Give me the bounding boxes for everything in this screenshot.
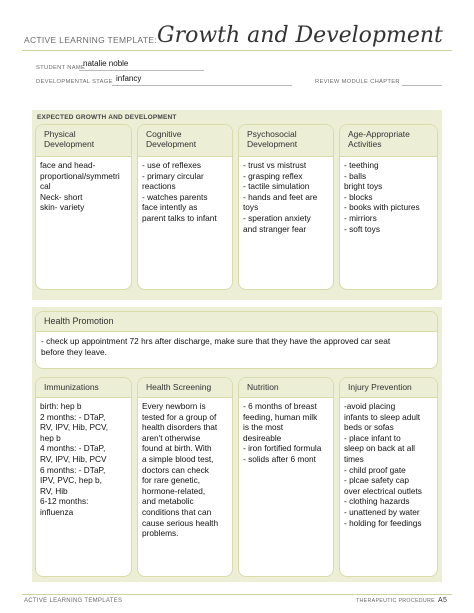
developmental-stage-line <box>112 85 292 86</box>
card-content: Every newborn is tested for a group of health disorders that aren't otherwise found at birth. With a simple blood test, doctors can check for rare genetic, hormone-related, and metabolic conditions that can cause serious health problems. <box>142 401 219 539</box>
cognitive-development-card <box>137 124 233 290</box>
psychosocial-development-card <box>238 124 334 290</box>
page-number: A5 <box>438 597 448 604</box>
card-title: Cognitive Development <box>138 125 232 157</box>
review-module-label: REVIEW MODULE CHAPTER <box>315 79 400 85</box>
student-name-label: STUDENT NAME <box>36 65 86 71</box>
developmental-stage-label: DEVELOPMENTAL STAGE <box>36 79 113 85</box>
card-title: Age-Appropriate Activities <box>340 125 437 157</box>
footer-rule <box>22 594 452 595</box>
injury-prevention-card <box>339 377 438 577</box>
physical-development-card <box>35 124 132 290</box>
student-name-line <box>79 70 204 71</box>
health-promotion-content: - check up appointment 72 hrs after discharge, make sure that they have the approved car seat before they leave. <box>41 336 391 357</box>
student-name-value: natalie noble <box>83 59 129 68</box>
card-content: - use of reflexes - primary circular reactions - watches parents face intently as parent talks to infant <box>142 160 217 223</box>
card-title: Psychosocial Development <box>239 125 333 157</box>
card-title: Injury Prevention <box>340 378 437 398</box>
card-content: - 6 months of breast feeding, human milk is the most desireable - iron fortified formula - solids after 6 mont <box>243 401 322 464</box>
review-module-line <box>402 85 442 86</box>
expected-growth-title: EXPECTED GROWTH AND DEVELOPMENT <box>37 114 177 121</box>
card-content: birth: hep b 2 months: - DTaP, RV, IPV, Hib, PCV, hep b 4 months: - DTaP, RV, IPV, Hib, PCV 6 months: - DTaP, IPV, PVC, hep b, RV, Hib 6-12 months: influenza <box>40 401 109 517</box>
age-appropriate-activities-card <box>339 124 438 290</box>
nutrition-card <box>238 377 334 577</box>
header-rule <box>22 50 452 51</box>
footer-left: ACTIVE LEARNING TEMPLATES <box>24 598 123 604</box>
card-title: Physical Development <box>36 125 131 157</box>
card-content: face and head- proportional/symmetri cal Neck- short skin- variety <box>40 160 120 213</box>
card-content: - teething - balls bright toys - blocks - books with pictures - mirriors - soft toys <box>344 160 420 234</box>
template-label: ACTIVE LEARNING TEMPLATE: <box>24 35 157 45</box>
card-title: Health Screening <box>138 378 232 398</box>
footer-right-label: THERAPEUTIC PROCEDURE <box>356 598 435 604</box>
page-title: Growth and Development <box>157 23 443 48</box>
developmental-stage-value: infancy <box>116 74 142 83</box>
health-promotion-title: Health Promotion <box>36 312 437 332</box>
card-content: -avoid placing infants to sleep adult beds or sofas - place infant to sleep on back at all times - child proof gate - plcae safety cap over electrical outlets - clothing hazards - unattened by water - holding for feedings <box>344 401 422 528</box>
card-title: Immunizations <box>36 378 131 398</box>
immunizations-card <box>35 377 132 577</box>
health-screening-card <box>137 377 233 577</box>
health-promotion-card <box>35 311 438 369</box>
card-content: - trust vs mistrust - grasping reflex - tactile simulation - hands and feet are toys - speration anxiety and stranger fear <box>243 160 318 234</box>
card-title: Nutrition <box>239 378 333 398</box>
